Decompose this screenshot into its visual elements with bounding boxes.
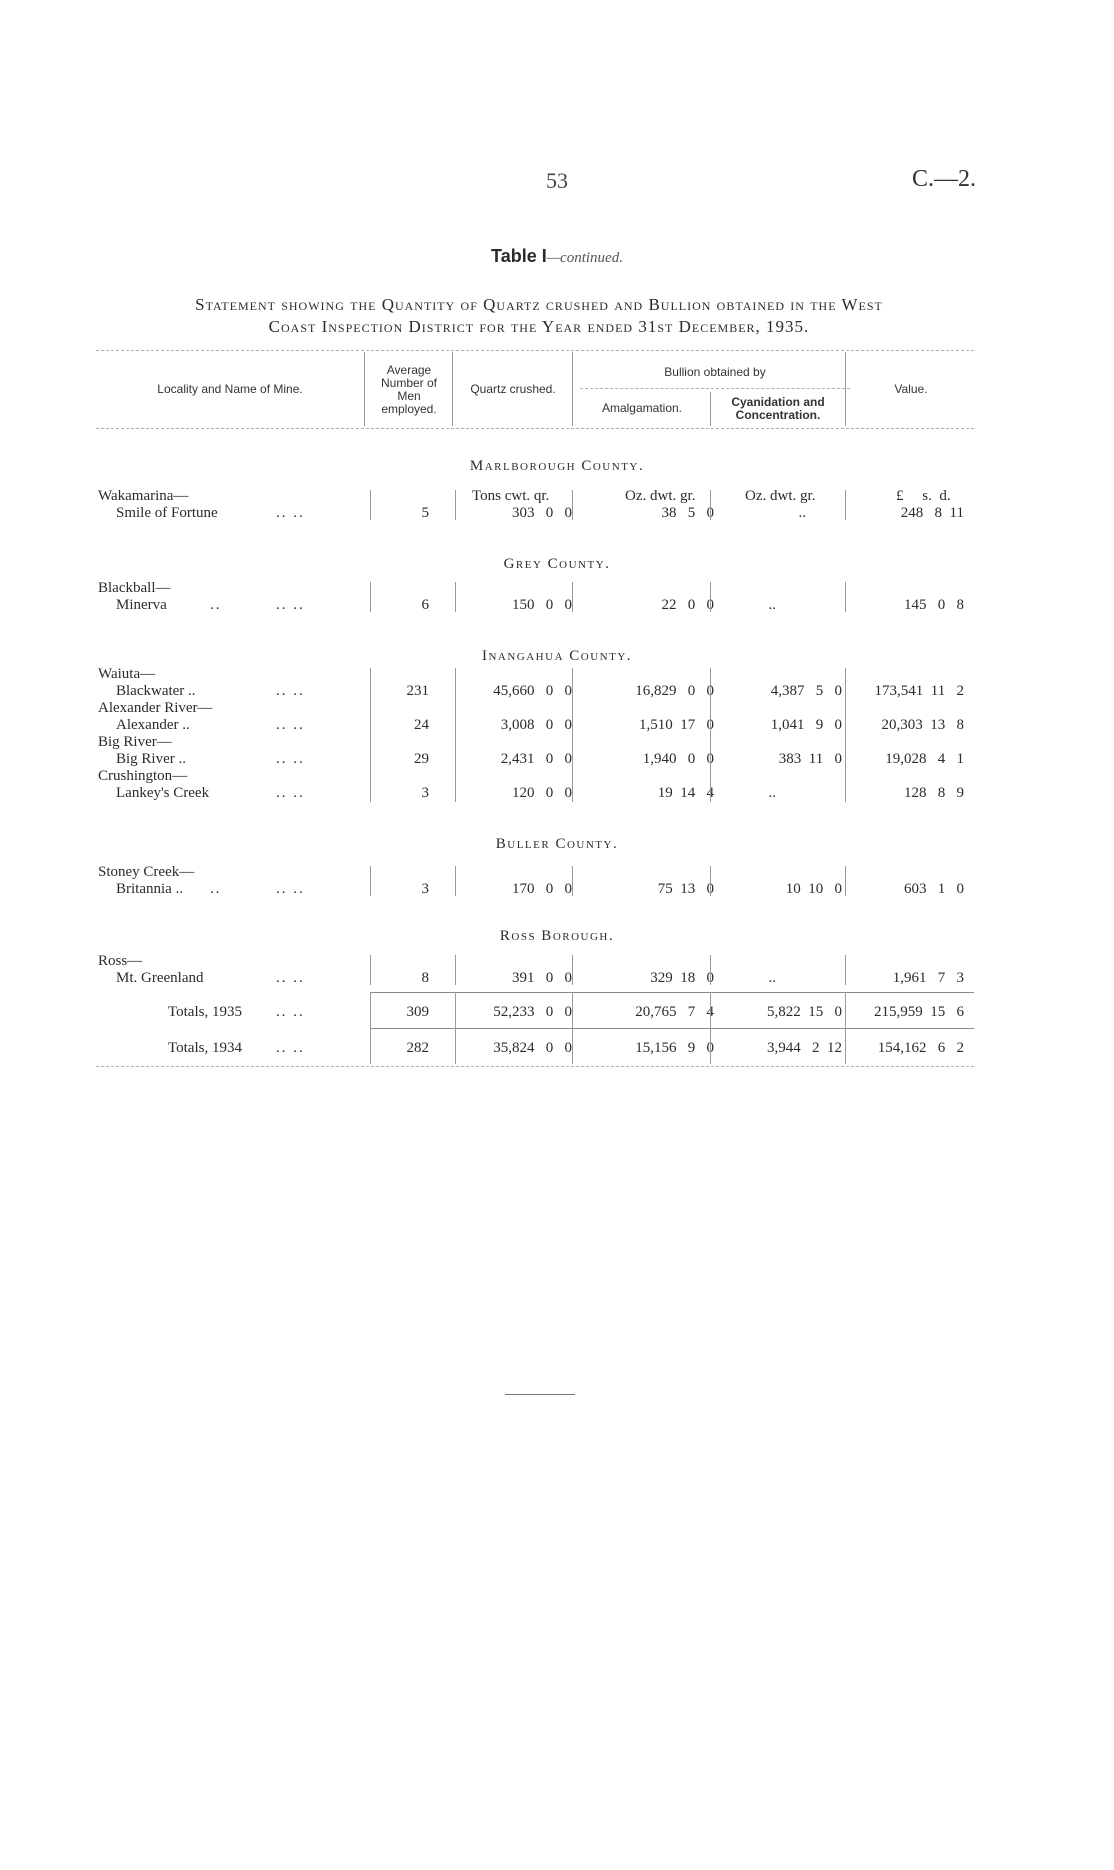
cell-cyanidation: 1,041 9 0 <box>770 717 842 733</box>
header-men-line: Average <box>386 363 432 377</box>
cell-value: 248 8 11 <box>900 505 964 521</box>
header-bottom-rule <box>96 428 974 429</box>
header-quartz: Quartz crushed. <box>470 382 556 396</box>
row-divider <box>845 490 846 520</box>
cell-amalgamation: 38 5 0 <box>661 505 714 521</box>
cell-men: 29 <box>414 751 429 767</box>
cell-amalgamation: 1,940 0 0 <box>642 751 714 767</box>
header-divider <box>452 352 453 426</box>
cell-amalgamation: 75 13 0 <box>657 881 714 897</box>
unit-value: £ s. d. <box>896 488 951 504</box>
cell-value: 20,303 13 8 <box>881 717 964 733</box>
cell-men: 3 <box>421 881 429 897</box>
cell-value-total: 154,162 6 2 <box>877 1040 964 1056</box>
cell-cyanidation: .. <box>768 970 776 986</box>
cell-value: 1,961 7 3 <box>892 970 964 986</box>
row-divider <box>572 992 573 1064</box>
cell-quartz: 3,008 0 0 <box>500 717 572 733</box>
cell-value-total: 215,959 15 6 <box>874 1004 964 1020</box>
row-mine: Mt. Greenland <box>116 970 204 986</box>
leader-dots: .. .. <box>276 970 305 986</box>
row-divider <box>455 582 456 612</box>
leader-dots: .. .. <box>276 881 305 897</box>
cell-value: 128 8 9 <box>904 785 964 801</box>
row-divider <box>572 668 573 802</box>
row-locality: Ross— <box>98 953 143 969</box>
unit-cyanidation: Oz. dwt. gr. <box>745 488 816 504</box>
statement-line-2: Coast Inspection District for the Year ended 31st December, 1935. <box>268 317 810 336</box>
row-divider <box>370 582 371 612</box>
header-locality: Locality and Name of Mine. <box>157 382 303 396</box>
row-divider <box>845 668 846 802</box>
row-divider <box>370 955 371 985</box>
header-value: Value. <box>894 382 928 396</box>
totals-rule <box>370 992 974 993</box>
cell-cyanidation-total: 3,944 2 12 <box>767 1040 842 1056</box>
table-bottom-rule <box>96 1066 974 1067</box>
unit-quartz: Tons cwt. qr. <box>472 488 550 504</box>
cell-cyanidation: .. <box>768 597 776 613</box>
row-divider <box>455 866 456 896</box>
totals-label: Totals, 1934 <box>168 1040 242 1056</box>
header-divider <box>845 352 846 426</box>
leader-dots: .. .. <box>276 597 305 613</box>
cell-amalgamation: 22 0 0 <box>661 597 714 613</box>
row-mine: Lankey's Creek <box>116 785 210 801</box>
cell-amalgamation-total: 20,765 7 4 <box>635 1004 714 1020</box>
cell-men: 5 <box>421 505 429 521</box>
cell-quartz-total: 52,233 0 0 <box>493 1004 572 1020</box>
cell-men-total: 282 <box>406 1040 429 1056</box>
table-title-bold: Table I <box>491 246 547 266</box>
leader-dots: .. .. <box>276 1040 305 1056</box>
row-mine: Minerva <box>116 597 167 613</box>
county-heading: Buller County. <box>495 836 619 852</box>
county-heading: Inangahua County. <box>481 648 633 664</box>
row-locality: Big River— <box>98 734 172 750</box>
row-locality: Crushington— <box>98 768 188 784</box>
row-divider <box>710 668 711 802</box>
row-divider <box>710 955 711 985</box>
cell-men: 8 <box>421 970 429 986</box>
row-divider <box>455 490 456 520</box>
leader-dots: .. .. <box>276 717 305 733</box>
row-divider <box>710 490 711 520</box>
document-reference: C.—2. <box>911 166 976 192</box>
cell-cyanidation: .. <box>768 785 776 801</box>
cell-amalgamation: 16,829 0 0 <box>635 683 714 699</box>
row-divider <box>845 955 846 985</box>
row-locality: Waiuta— <box>98 666 156 682</box>
leader-dots: .. .. <box>276 1004 305 1020</box>
header-cyanidation <box>712 396 844 422</box>
row-mine: Big River .. <box>116 751 186 767</box>
row-divider <box>845 992 846 1064</box>
county-heading: Marlborough County. <box>469 458 645 474</box>
cell-men: 231 <box>406 683 429 699</box>
cell-cyanidation: 4,387 5 0 <box>770 683 842 699</box>
leader-dots: .. .. <box>276 751 305 767</box>
cell-cyanidation: 10 10 0 <box>785 881 842 897</box>
unit-amalgamation: Oz. dwt. gr. <box>625 488 696 504</box>
cell-value: 145 0 8 <box>904 597 964 613</box>
cell-value: 173,541 11 2 <box>874 683 964 699</box>
leader-dots: .. .. <box>276 683 305 699</box>
cell-quartz: 45,660 0 0 <box>493 683 572 699</box>
cell-quartz: 303 0 0 <box>512 505 572 521</box>
row-divider <box>455 668 456 802</box>
row-divider <box>572 582 573 612</box>
header-men <box>366 364 452 416</box>
row-divider <box>455 955 456 985</box>
cell-quartz: 170 0 0 <box>512 881 572 897</box>
leader-dots: .. .. <box>276 785 305 801</box>
row-mine: Blackwater .. <box>116 683 196 699</box>
cell-men: 3 <box>421 785 429 801</box>
row-divider <box>455 992 456 1064</box>
row-divider <box>572 490 573 520</box>
header-bullion: Bullion obtained by <box>664 365 766 379</box>
cell-value: 603 1 0 <box>904 881 964 897</box>
row-locality: Blackball— <box>98 580 171 596</box>
row-divider <box>710 582 711 612</box>
cell-amalgamation: 19 14 4 <box>657 785 714 801</box>
header-divider <box>710 392 711 426</box>
cell-men: 6 <box>421 597 429 613</box>
totals-rule <box>370 1028 974 1029</box>
cell-men: 24 <box>414 717 429 733</box>
row-divider <box>572 955 573 985</box>
header-divider <box>572 352 573 426</box>
cell-cyanidation-total: 5,822 15 0 <box>767 1004 842 1020</box>
header-divider <box>364 352 365 426</box>
row-divider <box>710 866 711 896</box>
statement-heading <box>96 294 982 338</box>
cell-quartz: 391 0 0 <box>512 970 572 986</box>
table-title-italic: —continued. <box>546 250 623 266</box>
row-divider <box>370 490 371 520</box>
row-mine: Britannia .. <box>116 881 184 897</box>
cell-amalgamation: 329 18 0 <box>650 970 714 986</box>
county-heading: Ross Borough. <box>499 928 615 944</box>
cell-cyanidation: .. <box>798 505 806 521</box>
cell-quartz: 120 0 0 <box>512 785 572 801</box>
page-number: 53 <box>546 168 568 193</box>
header-cyanidation-line: Cyanidation and <box>731 395 825 409</box>
bullion-sub-rule <box>580 388 850 389</box>
county-heading: Grey County. <box>503 556 611 572</box>
cell-amalgamation-total: 15,156 9 0 <box>635 1040 714 1056</box>
footer-rule <box>505 1394 575 1395</box>
row-locality: Stoney Creek— <box>98 864 195 880</box>
table-top-rule <box>96 350 974 351</box>
leader-dots: .. <box>210 597 222 613</box>
statement-line-1: Statement showing the Quantity of Quartz crushed and Bullion obtained in the West <box>195 295 883 314</box>
cell-quartz-total: 35,824 0 0 <box>493 1040 572 1056</box>
header-men-line: Men <box>397 389 421 403</box>
cell-quartz: 150 0 0 <box>512 597 572 613</box>
cell-value: 19,028 4 1 <box>885 751 964 767</box>
header-men-line: Number of <box>380 376 438 390</box>
row-locality: Alexander River— <box>98 700 213 716</box>
table-title <box>0 246 1114 267</box>
cell-men-total: 309 <box>406 1004 429 1020</box>
row-divider <box>370 866 371 896</box>
cell-quartz: 2,431 0 0 <box>500 751 572 767</box>
row-divider <box>845 582 846 612</box>
row-divider <box>845 866 846 896</box>
header-men-line: employed. <box>381 402 437 416</box>
row-divider <box>710 992 711 1064</box>
leader-dots: .. <box>210 881 222 897</box>
row-mine: Alexander .. <box>116 717 190 733</box>
row-divider <box>370 668 371 802</box>
leader-dots: .. .. <box>276 505 305 521</box>
row-mine: Smile of Fortune <box>116 505 218 521</box>
cell-cyanidation: 383 11 0 <box>778 751 842 767</box>
totals-label: Totals, 1935 <box>168 1004 242 1020</box>
row-divider <box>370 992 371 1064</box>
header-amalgamation: Amalgamation. <box>601 401 683 415</box>
cell-amalgamation: 1,510 17 0 <box>639 717 714 733</box>
row-divider <box>572 866 573 896</box>
row-locality: Wakamarina— <box>98 488 189 504</box>
header-cyanidation-line: Concentration. <box>735 408 821 422</box>
